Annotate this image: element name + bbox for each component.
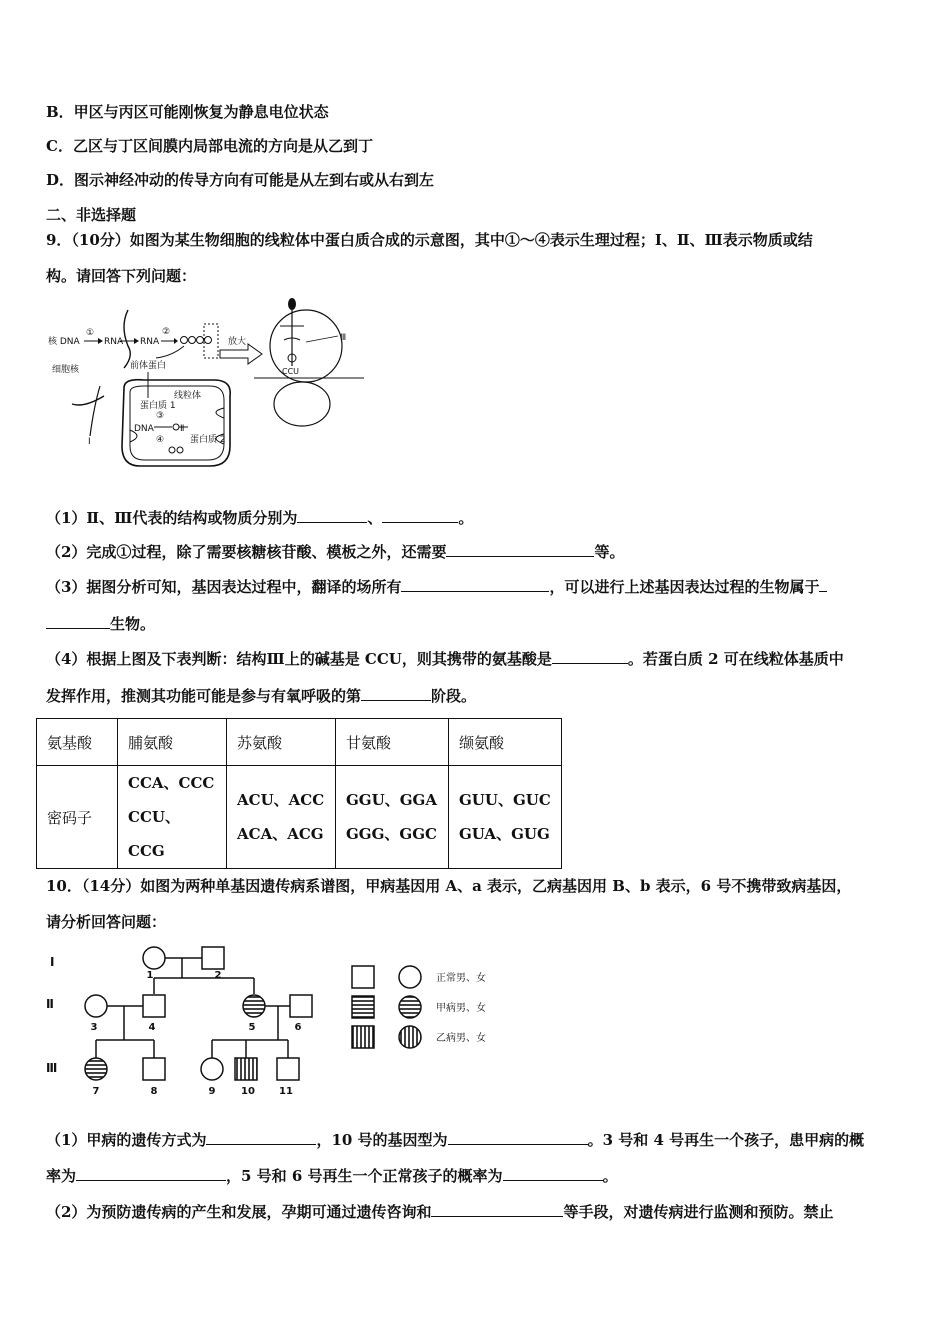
fig-label-protein1: 蛋白质 1 <box>140 401 176 411</box>
q10-stem-line2: 请分析回答问题： <box>46 913 167 931</box>
fig-circle-4: ④ <box>156 435 165 445</box>
id-9: 9 <box>208 1086 216 1097</box>
q9-part3 <box>46 577 827 597</box>
table-header: 氨基酸 <box>37 719 118 766</box>
individual-7 <box>85 1058 107 1080</box>
legend-b-female <box>399 1026 421 1048</box>
table-row-label: 密码子 <box>37 766 118 869</box>
fig-label-dna: 核 DNA <box>48 337 80 347</box>
individual-1 <box>143 947 165 969</box>
individual-6 <box>290 995 312 1017</box>
table-cell <box>227 766 336 869</box>
answer-blank[interactable] <box>819 577 827 592</box>
q9-part3-text: （3）据图分析可知，基因表达过程中，翻译的场所有 <box>46 578 402 596</box>
answer-blank[interactable] <box>297 508 367 523</box>
q9-part4-text2: 发挥作用，推测其功能可能是参与有氧呼吸的第 <box>46 687 362 705</box>
q9-stem-line1: 9．（10分）如图为某生物细胞的线粒体中蛋白质合成的示意图，其中①～④表示生理过程；Ⅰ、Ⅱ、Ⅲ表示物质或结 <box>46 231 813 249</box>
table-header: 甘氨酸 <box>336 719 449 766</box>
legend-normal-label: 正常男、女 <box>436 973 486 984</box>
id-7: 7 <box>92 1086 100 1097</box>
id-2: 2 <box>214 970 222 981</box>
id-6: 6 <box>294 1022 302 1033</box>
table-header: 缬氨酸 <box>449 719 562 766</box>
id-1: 1 <box>146 970 154 981</box>
fig-label-rna1: RNA <box>104 337 124 347</box>
id-5: 5 <box>248 1022 256 1033</box>
individual-2 <box>202 947 224 969</box>
legend-b-label: 乙病男、女 <box>436 1033 486 1044</box>
fig-label-dna2: DNA <box>134 424 154 434</box>
individual-10 <box>235 1058 257 1080</box>
fig-label-nucleus: 细胞核 <box>52 365 80 375</box>
individual-11 <box>277 1058 299 1080</box>
individual-4 <box>143 995 165 1017</box>
individual-5 <box>243 995 265 1017</box>
legend-b-male <box>352 1026 374 1048</box>
fig-circle-2: ② <box>162 327 171 337</box>
codon: CCA、CCC <box>128 774 215 792</box>
answer-blank[interactable] <box>431 1202 563 1217</box>
id-8: 8 <box>150 1086 158 1097</box>
q9-stem <box>46 230 813 250</box>
fig-label-roman1: Ⅰ <box>88 437 91 447</box>
id-10: 10 <box>241 1086 255 1097</box>
answer-blank[interactable] <box>76 1166 226 1181</box>
answer-blank[interactable] <box>448 1130 588 1145</box>
option-b: B．甲区与丙区可能刚恢复为静息电位状态 <box>46 103 329 121</box>
table-cell <box>118 766 227 869</box>
q9-part1-end: 。 <box>458 509 474 527</box>
q9-part3-cont <box>46 614 155 634</box>
answer-blank[interactable] <box>401 577 549 592</box>
answer-blank[interactable] <box>382 508 458 523</box>
answer-blank[interactable] <box>503 1166 603 1181</box>
q10-part1-text: （1）甲病的遗传方式为 <box>46 1131 207 1149</box>
codon: CCU、CCG <box>128 808 180 860</box>
legend-a-label: 甲病男、女 <box>436 1003 486 1014</box>
option-d: D．图示神经冲动的传导方向有可能是从左到右或从右到左 <box>46 171 435 189</box>
table-cell <box>449 766 562 869</box>
codon: GGU、GGA <box>346 791 437 809</box>
q9-part1 <box>46 508 473 528</box>
id-3: 3 <box>90 1022 98 1033</box>
q9-part4-end: 阶段。 <box>431 687 477 705</box>
gen-label-3: Ⅲ <box>46 1061 58 1075</box>
fig-label-rna2: RNA <box>140 337 160 347</box>
fig-label-ccu: CCU <box>282 367 300 376</box>
q10-part1 <box>46 1130 864 1150</box>
q9-part4-text: （4）根据上图及下表判断：结构Ⅲ上的碱基是 CCU，则其携带的氨基酸是 <box>46 650 552 668</box>
q10-part1-end: 。 <box>602 1167 618 1185</box>
legend-a-male <box>352 996 374 1018</box>
individual-3 <box>85 995 107 1017</box>
q10-part1-mid2: ，5 号和 6 号再生一个正常孩子的概率为 <box>226 1167 503 1185</box>
table-header: 脯氨酸 <box>118 719 227 766</box>
id-4: 4 <box>148 1022 156 1033</box>
q10-part1-tail: 。3 号和 4 号再生一个孩子，患甲病的概 <box>587 1131 865 1149</box>
fig-label-protein2: 蛋白质 2 <box>190 435 226 445</box>
legend-normal-male <box>352 966 374 988</box>
fig-label-enlarge: 放大 <box>228 337 247 347</box>
gen-label-2: Ⅱ <box>46 997 54 1011</box>
q9-stem-line2: 构。请回答下列问题： <box>46 267 197 285</box>
q9-part2 <box>46 542 624 562</box>
section-heading: 二、非选择题 <box>46 206 137 224</box>
q9-part3-mid: ，可以进行上述基因表达过程的生物属于 <box>549 578 820 596</box>
codon: GUA、GUG <box>459 825 550 843</box>
q10-stem-line1: 10．（14分）如图为两种单基因遗传病系谱图，甲病基因用 A、a 表示，乙病基因用 B、b 表示，6 号不携带致病基因， <box>46 877 852 895</box>
legend-a-female <box>399 996 421 1018</box>
q9-part1-sep: 、 <box>367 509 383 527</box>
legend-normal-female <box>399 966 421 988</box>
individual-8 <box>143 1058 165 1080</box>
fig-label-precursor: 前体蛋白 <box>130 361 167 371</box>
individual-9 <box>201 1058 223 1080</box>
option-c: C．乙区与丁区间膜内局部电流的方向是从乙到丁 <box>46 137 373 155</box>
q10-part2 <box>46 1202 833 1222</box>
pedigree-figure <box>44 944 514 1104</box>
table-header: 苏氨酸 <box>227 719 336 766</box>
q9-part4 <box>46 649 844 669</box>
q10-part1-cont <box>46 1166 618 1186</box>
codon: ACU、ACC <box>237 791 325 809</box>
id-11: 11 <box>279 1086 293 1097</box>
fig-circle-3: ③ <box>156 411 165 421</box>
q9-part2-text: （2）完成①过程，除了需要核糖核苷酸、模板之外，还需要 <box>46 543 447 561</box>
q10-part2-text: （2）为预防遗传病的产生和发展，孕期可通过遗传咨询和 <box>46 1203 432 1221</box>
q9-figure <box>44 296 364 476</box>
answer-blank[interactable] <box>361 686 431 701</box>
codon: GGG、GGC <box>346 825 437 843</box>
q9-part4-cont <box>46 686 476 706</box>
codon-table <box>36 718 562 869</box>
q9-part2-end: 等。 <box>594 543 625 561</box>
fig-circle-1: ① <box>86 328 95 338</box>
answer-blank[interactable] <box>206 1130 316 1145</box>
fig-label-roman2: Ⅱ <box>180 424 185 434</box>
q9-part1-text: （1）Ⅱ、Ⅲ代表的结构或物质分别为 <box>46 509 298 527</box>
fig-label-roman3: Ⅲ <box>340 333 347 343</box>
q10-part2-end: 等手段，对遗传病进行监测和预防。禁止 <box>563 1203 834 1221</box>
answer-blank[interactable] <box>552 649 628 664</box>
fig-label-mito: 线粒体 <box>174 391 202 401</box>
answer-blank[interactable] <box>46 614 110 629</box>
q10-part1-mid: ，10 号的基因型为 <box>316 1131 448 1149</box>
q10-part1-text2: 率为 <box>46 1167 77 1185</box>
table-cell <box>336 766 449 869</box>
answer-blank[interactable] <box>446 542 594 557</box>
codon: ACA、ACG <box>237 825 324 843</box>
codon: GUU、GUC <box>459 791 551 809</box>
q9-part3-end: 生物。 <box>110 615 156 633</box>
gen-label-1: Ⅰ <box>50 955 55 969</box>
q9-part4-mid: 。若蛋白质 2 可在线粒体基质中 <box>627 650 844 668</box>
